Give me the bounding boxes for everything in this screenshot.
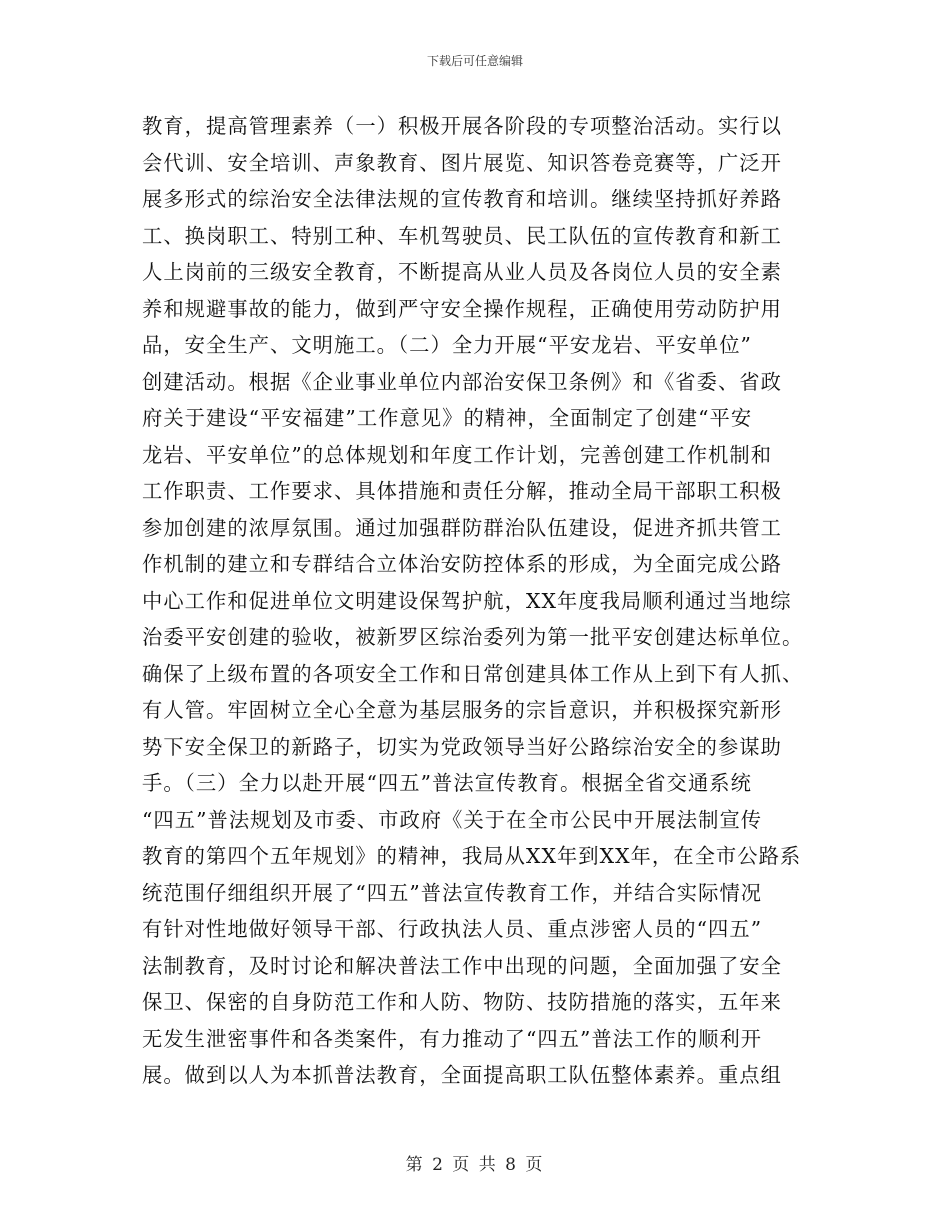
text-line: 有针对性地做好领导干部、行政执法人员、重点涉密人员的“四五” [142, 917, 763, 941]
text-line: 工、换岗职工、特别工种、车机驾驶员、民工队伍的宣传教育和新工 [142, 223, 782, 248]
text-line: 保卫、保密的自身防范工作和人防、物防、技防措施的落实，五年来 [142, 990, 782, 1014]
text-line: 府关于建设“平安福建”工作意见》的精神，全面制定了创建“平安 [142, 406, 753, 430]
text-line: 展。做到以人为本抓普法教育，全面提高职工队伍整体素养。重点组 [142, 1063, 782, 1087]
text-line: 会代训、安全培训、声象教育、图片展览、知识答卷竞赛等，广泛开 [142, 150, 782, 175]
text-line: 势下安全保卫的新路子，切实为党政领导当好公路综治安全的参谋助 [142, 734, 782, 759]
text-line: 教育，提高管理素养（一）积极开展各阶段的专项整治活动。实行以 [142, 114, 782, 138]
text-line: 有人管。牢固树立全心全意为基层服务的宗旨意识，并积极探究新形 [142, 698, 782, 722]
text-line: 作机制的建立和专群结合立体治安防控体系的形成，为全面完成公路 [142, 552, 782, 576]
text-line: 创建活动。根据《企业事业单位内部治安保卫条例》和《省委、省政 [142, 369, 782, 394]
text-line: 治委平安创建的验收，被新罗区综治委列为第一批平安创建达标单位。 [142, 625, 804, 649]
text-line: 教育的第四个五年规划》的精神，我局从XX年到XX年，在全市公路系 [142, 844, 802, 868]
text-line: 手。（三）全力以赴开展“四五”普法宣传教育。根据全省交通系统 [142, 771, 752, 795]
text-line: 法制教育，及时讨论和解决普法工作中出现的问题，全面加强了安全 [142, 953, 782, 978]
text-line: 龙岩、平安单位”的总体规划和年度工作计划，完善创建工作机制和 [142, 442, 773, 467]
body-text [142, 108, 810, 1094]
page-number: 第 2 页 共 8 页 [405, 1155, 545, 1175]
text-line: 展多形式的综治安全法律法规的宣传教育和培训。继续坚持抓好养路 [142, 187, 782, 211]
text-line: 工作职责、工作要求、具体措施和责任分解，推动全局干部职工积极 [142, 479, 782, 503]
text-line: 参加创建的浓厚氛围。通过加强群防群治队伍建设，促进齐抓共管工 [142, 515, 782, 540]
text-line: 无发生泄密事件和各类案件，有力推动了“四五”普法工作的顺利开 [142, 1026, 763, 1051]
text-line: 确保了上级布置的各项安全工作和日常创建具体工作从上到下有人抓、 [142, 661, 804, 686]
text-line: 品，安全生产、文明施工。（二）全力开展“平安龙岩、平安单位” [142, 333, 752, 357]
text-line: 人上岗前的三级安全教育，不断提高从业人员及各岗位人员的安全素 [142, 260, 782, 284]
text-line: 养和规避事故的能力，做到严守安全操作规程，正确使用劳动防护用 [142, 296, 782, 321]
text-line: 统范围仔细组织开展了“四五”普法宣传教育工作，并结合实际情况 [142, 880, 763, 905]
page-header: 下载后可任意编辑 [426, 54, 523, 68]
text-line: 中心工作和促进单位文明建设保驾护航，XX年度我局顺利通过当地综 [142, 588, 792, 613]
text-line: “四五”普法规划及市委、市政府《关于在全市公民中开展法制宣传 [142, 807, 763, 832]
